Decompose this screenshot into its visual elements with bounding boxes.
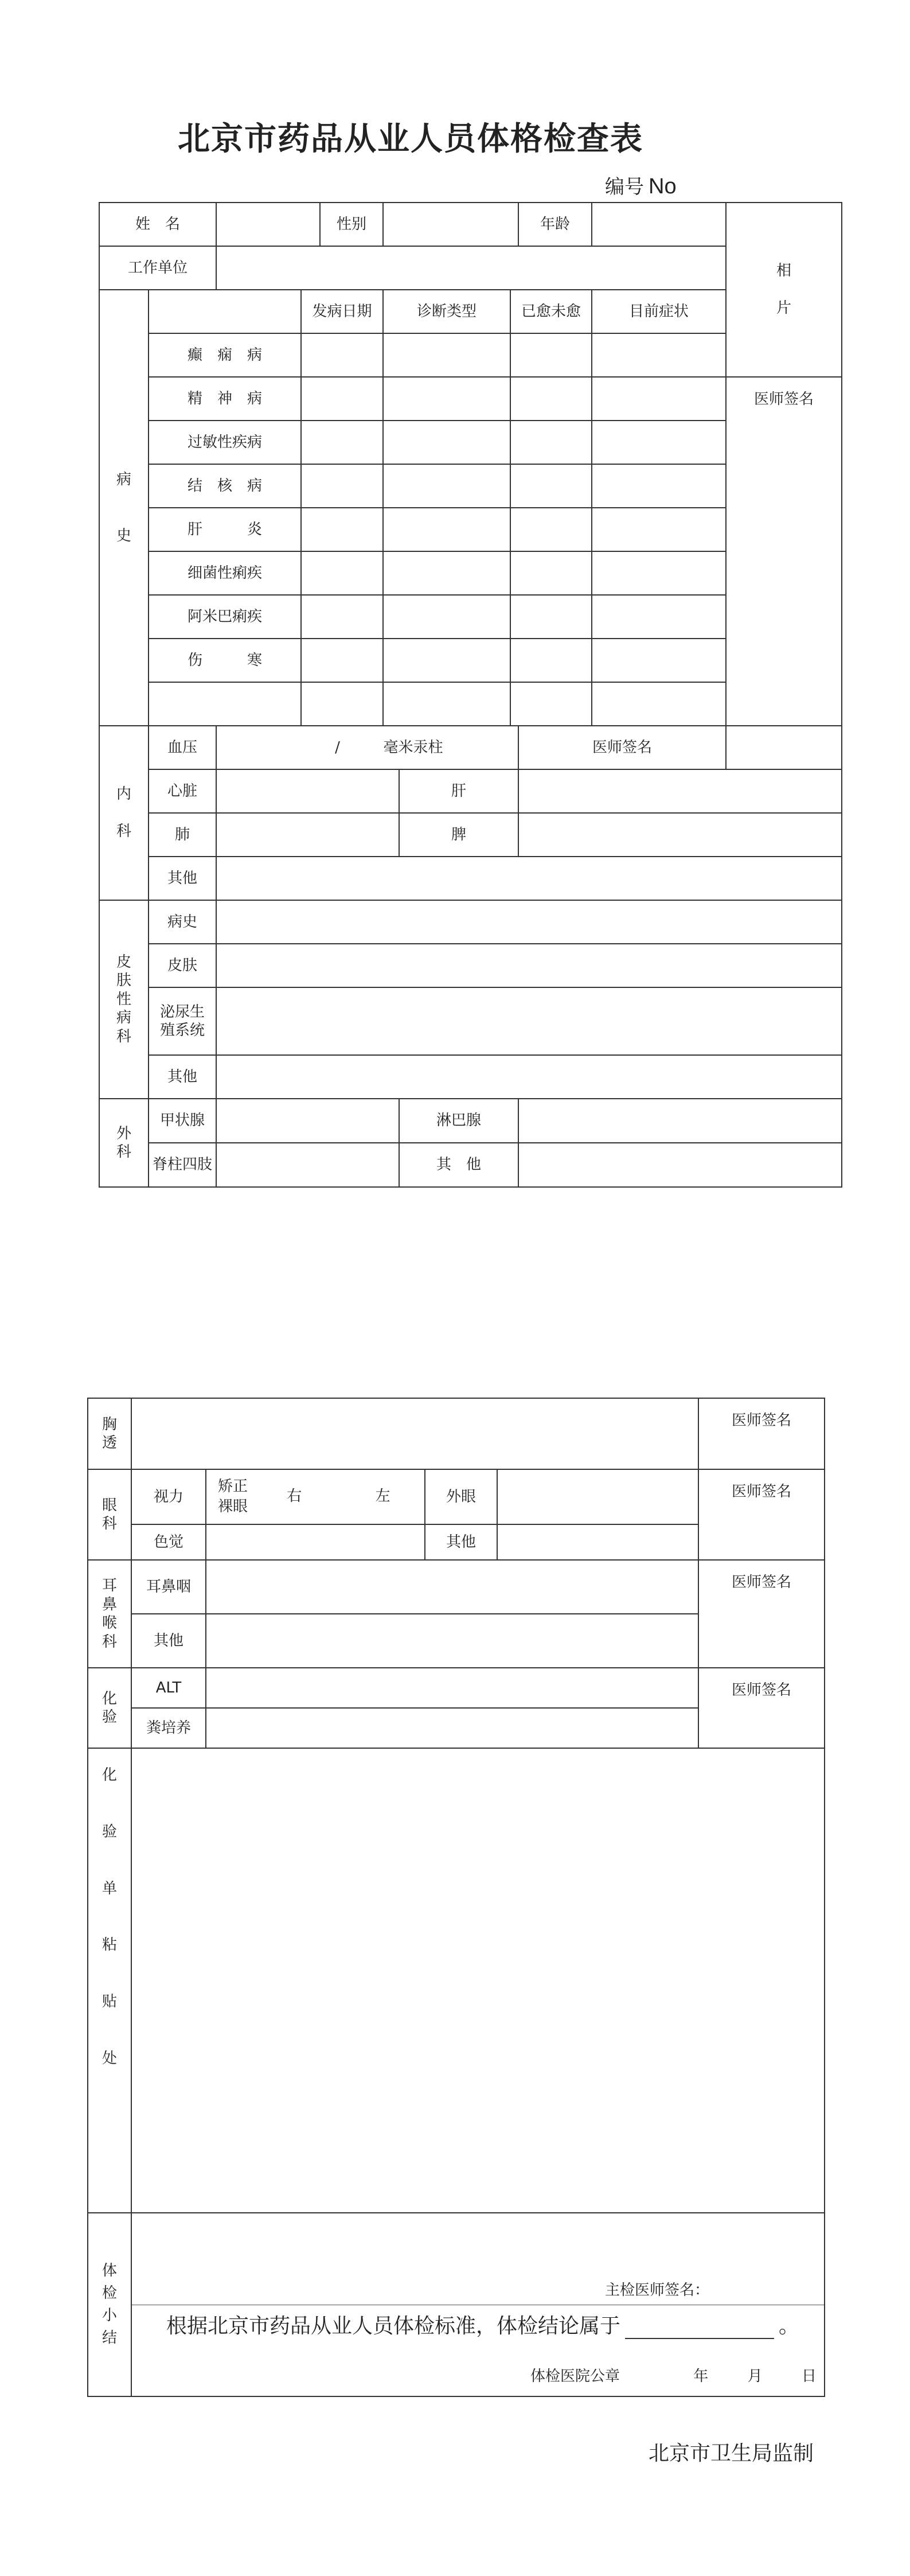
conclusion-area[interactable] xyxy=(131,2305,825,2396)
eye-label-a: 眼 xyxy=(101,1496,117,1514)
gender-field[interactable] xyxy=(383,203,518,246)
skin-other-field[interactable] xyxy=(216,1055,842,1099)
right-eye-label: 右 xyxy=(287,1488,302,1505)
history-doctor-sign[interactable]: 医师签名 xyxy=(726,377,842,726)
chest-label-b: 透 xyxy=(101,1434,117,1452)
history-cell[interactable] xyxy=(383,682,510,726)
left-eye-label: 左 xyxy=(375,1488,390,1505)
paste-label-2: 验 xyxy=(101,1823,117,1840)
skin-field[interactable] xyxy=(216,944,842,987)
history-cell[interactable] xyxy=(301,333,383,377)
disease-blank[interactable] xyxy=(149,682,301,726)
spine-field[interactable] xyxy=(216,1143,399,1187)
urogenital-field[interactable] xyxy=(216,987,842,1055)
outer-eye-field[interactable] xyxy=(497,1469,698,1524)
liver-label: 肝 xyxy=(399,769,518,813)
internal-section-label xyxy=(99,726,149,900)
month-label: 月 xyxy=(747,2367,763,2385)
summary-field[interactable] xyxy=(131,2213,825,2305)
corrected-label: 矫正 xyxy=(218,1477,248,1495)
disease-tuberculosis: 结 核 病 xyxy=(149,464,301,508)
bp-doctor-sign-field[interactable] xyxy=(726,726,842,769)
history-cell[interactable] xyxy=(510,333,592,377)
history-cell[interactable] xyxy=(301,639,383,682)
employer-label: 工作单位 xyxy=(99,246,216,290)
serial-number xyxy=(605,171,677,199)
lab-section-label xyxy=(88,1668,131,1748)
day-label: 日 xyxy=(801,2367,817,2385)
lung-label: 肺 xyxy=(149,813,216,857)
bp-separator: / xyxy=(335,738,340,756)
history-cell[interactable] xyxy=(383,508,510,551)
surgery-label-b: 科 xyxy=(116,1143,131,1161)
history-cell[interactable] xyxy=(383,377,510,421)
urogenital-label-2: 殖系统 xyxy=(160,1022,205,1039)
thyroid-label: 甲状腺 xyxy=(149,1099,216,1143)
history-cell[interactable] xyxy=(592,595,726,639)
internal-label-a: 内 xyxy=(116,785,131,803)
surgery-label-a: 外 xyxy=(116,1124,131,1142)
disease-hepatitis: 肝 炎 xyxy=(149,508,301,551)
summary-label-1: 体 xyxy=(101,2262,117,2279)
color-label: 色觉 xyxy=(131,1524,206,1560)
hospital-seal-label: 体检医院公章 xyxy=(530,2367,620,2385)
chest-doctor-sign[interactable]: 医师签名 xyxy=(698,1398,825,1469)
employer-field[interactable] xyxy=(216,246,726,290)
ent-other-label: 其他 xyxy=(131,1614,206,1668)
history-cell[interactable] xyxy=(592,377,726,421)
serial-label: 编号 xyxy=(605,176,644,199)
internal-other-label: 其他 xyxy=(149,857,216,900)
history-cell[interactable] xyxy=(592,333,726,377)
ent-label: 耳鼻咽 xyxy=(131,1560,206,1614)
lab-sheet-paste-area[interactable] xyxy=(131,1748,825,2213)
disease-epilepsy: 癫 痫 病 xyxy=(149,333,301,377)
chest-label xyxy=(88,1398,131,1469)
history-cell[interactable] xyxy=(592,551,726,595)
vision-label: 视力 xyxy=(131,1469,206,1524)
name-field[interactable] xyxy=(216,203,320,246)
photo-label-2: 片 xyxy=(776,299,792,317)
conclusion-text: 根据北京市药品从业人员体检标准，体检结论属于 xyxy=(166,2314,621,2338)
ent-field[interactable] xyxy=(206,1560,698,1614)
history-cell[interactable] xyxy=(592,508,726,551)
eye-other-field[interactable] xyxy=(497,1524,698,1560)
skin-other-label: 其他 xyxy=(149,1055,216,1099)
lab-label-b: 验 xyxy=(101,1709,117,1726)
disease-mental: 精 神 病 xyxy=(149,377,301,421)
history-cell[interactable] xyxy=(301,551,383,595)
spleen-label: 脾 xyxy=(399,813,518,857)
age-field[interactable] xyxy=(592,203,726,246)
history-cell[interactable] xyxy=(592,464,726,508)
urogenital-label xyxy=(149,987,216,1055)
history-label-a: 病 xyxy=(116,471,131,488)
bp-label: 血压 xyxy=(149,726,216,769)
history-cell[interactable] xyxy=(301,377,383,421)
liver-field[interactable] xyxy=(518,769,842,813)
skin-section-label xyxy=(99,900,149,1099)
photo-box[interactable] xyxy=(726,203,842,377)
disease-amoebic-dysentery: 阿米巴痢疾 xyxy=(149,595,301,639)
chief-doctor-sign-label: 主检医师签名： xyxy=(604,2282,709,2299)
history-header-symptoms: 目前症状 xyxy=(592,290,726,333)
history-cell[interactable] xyxy=(510,421,592,464)
chest-field[interactable] xyxy=(131,1398,698,1469)
skin-history-field[interactable] xyxy=(216,900,842,944)
history-cell[interactable] xyxy=(383,595,510,639)
ent-section-label xyxy=(88,1560,131,1668)
age-label: 年龄 xyxy=(518,203,592,246)
history-cell[interactable] xyxy=(510,595,592,639)
history-cell[interactable] xyxy=(301,595,383,639)
history-cell[interactable] xyxy=(510,682,592,726)
exam-form-page-1 xyxy=(99,202,842,1188)
bp-unit: 毫米汞柱 xyxy=(383,738,443,756)
ent-doctor-sign[interactable]: 医师签名 xyxy=(698,1560,825,1668)
history-section-label xyxy=(99,290,149,726)
surgery-other-field[interactable] xyxy=(518,1143,842,1187)
conclusion-blank[interactable] xyxy=(625,2318,774,2339)
internal-label-b: 科 xyxy=(116,823,131,840)
eye-doctor-sign[interactable]: 医师签名 xyxy=(698,1469,825,1560)
seal-date-line xyxy=(530,2367,817,2386)
history-header-blank xyxy=(149,290,301,333)
history-cell[interactable] xyxy=(510,508,592,551)
skin-history-label: 病史 xyxy=(149,900,216,944)
ent-label-4: 科 xyxy=(101,1633,117,1651)
summary-label-2: 检 xyxy=(101,2285,117,2302)
history-cell[interactable] xyxy=(383,551,510,595)
history-cell[interactable] xyxy=(301,508,383,551)
history-cell[interactable] xyxy=(510,464,592,508)
eye-other-label: 其他 xyxy=(425,1524,497,1560)
internal-other-field[interactable] xyxy=(216,857,842,900)
bp-doctor-sign: 医师签名 xyxy=(518,726,726,769)
name-label: 姓 名 xyxy=(99,203,216,246)
history-cell[interactable] xyxy=(383,333,510,377)
eye-label-b: 科 xyxy=(101,1515,117,1532)
history-cell[interactable] xyxy=(301,421,383,464)
paste-label-5: 贴 xyxy=(101,1993,117,2011)
thyroid-field[interactable] xyxy=(216,1099,399,1143)
history-cell[interactable] xyxy=(510,639,592,682)
naked-label: 裸眼 xyxy=(218,1498,248,1515)
paste-label-4: 粘 xyxy=(101,1936,117,1954)
lung-field[interactable] xyxy=(216,813,399,857)
spine-label: 脊柱四肢 xyxy=(149,1143,216,1187)
history-cell[interactable] xyxy=(301,682,383,726)
history-cell[interactable] xyxy=(383,464,510,508)
exam-form-page-2 xyxy=(87,1398,825,2397)
lymph-field[interactable] xyxy=(518,1099,842,1143)
history-header-diagnosis: 诊断类型 xyxy=(383,290,510,333)
lymph-label: 淋巴腺 xyxy=(399,1099,518,1143)
color-field[interactable] xyxy=(206,1524,425,1560)
conclusion-period: 。 xyxy=(779,2314,800,2338)
heart-field[interactable] xyxy=(216,769,399,813)
history-header-onset: 发病日期 xyxy=(301,290,383,333)
history-cell[interactable] xyxy=(510,377,592,421)
year-label: 年 xyxy=(693,2367,709,2385)
ent-label-3: 喉 xyxy=(101,1614,117,1632)
skin-label: 皮肤 xyxy=(149,944,216,987)
paste-area-label xyxy=(88,1748,131,2213)
summary-section-label xyxy=(88,2213,131,2396)
lab-doctor-sign[interactable]: 医师签名 xyxy=(698,1668,825,1748)
spleen-field[interactable] xyxy=(518,813,842,857)
skin-label-2: 肤 xyxy=(116,972,131,990)
stool-culture-field[interactable] xyxy=(206,1708,698,1748)
skin-label-5: 科 xyxy=(116,1028,131,1045)
paste-label-6: 处 xyxy=(101,2049,117,2067)
lab-label-a: 化 xyxy=(101,1690,117,1707)
bp-field[interactable] xyxy=(216,726,518,769)
urogenital-label-1: 泌尿生 xyxy=(160,1003,205,1021)
gender-label: 性别 xyxy=(320,203,383,246)
vision-field[interactable] xyxy=(206,1469,425,1524)
summary-label-3: 小 xyxy=(101,2307,117,2324)
history-cell[interactable] xyxy=(592,682,726,726)
disease-typhoid: 伤 寒 xyxy=(149,639,301,682)
summary-label-4: 结 xyxy=(101,2329,117,2347)
disease-bacillary-dysentery: 细菌性痢疾 xyxy=(149,551,301,595)
history-cell[interactable] xyxy=(510,551,592,595)
skin-label-4: 病 xyxy=(116,1009,131,1027)
alt-label: ALT xyxy=(131,1668,206,1708)
skin-label-3: 性 xyxy=(116,990,131,1008)
ent-label-1: 耳 xyxy=(101,1577,117,1594)
page-title: 北京市药品从业人员体格检查表 xyxy=(178,120,643,158)
outer-eye-label: 外眼 xyxy=(425,1469,497,1524)
history-cell[interactable] xyxy=(301,464,383,508)
disease-allergy: 过敏性疾病 xyxy=(149,421,301,464)
skin-label-1: 皮 xyxy=(116,953,131,971)
history-cell[interactable] xyxy=(383,421,510,464)
surgery-other-label: 其 他 xyxy=(399,1143,518,1187)
chest-label-a: 胸 xyxy=(101,1415,117,1433)
serial-no: No xyxy=(649,174,677,199)
history-cell[interactable] xyxy=(592,421,726,464)
ent-label-2: 鼻 xyxy=(101,1596,117,1613)
stool-culture-label: 粪培养 xyxy=(131,1708,206,1748)
eye-section-label xyxy=(88,1469,131,1560)
ent-other-field[interactable] xyxy=(206,1614,698,1668)
history-cell[interactable] xyxy=(592,639,726,682)
heart-label: 心脏 xyxy=(149,769,216,813)
surgery-section-label xyxy=(99,1099,149,1187)
paste-label-1: 化 xyxy=(101,1766,117,1784)
history-cell[interactable] xyxy=(383,639,510,682)
alt-field[interactable] xyxy=(206,1668,698,1708)
paste-label-3: 单 xyxy=(101,1880,117,1897)
photo-label-1: 相 xyxy=(776,262,792,280)
history-header-cured: 已愈未愈 xyxy=(510,290,592,333)
issuer-footer: 北京市卫生局监制 xyxy=(648,2442,814,2465)
history-label-b: 史 xyxy=(116,527,131,544)
